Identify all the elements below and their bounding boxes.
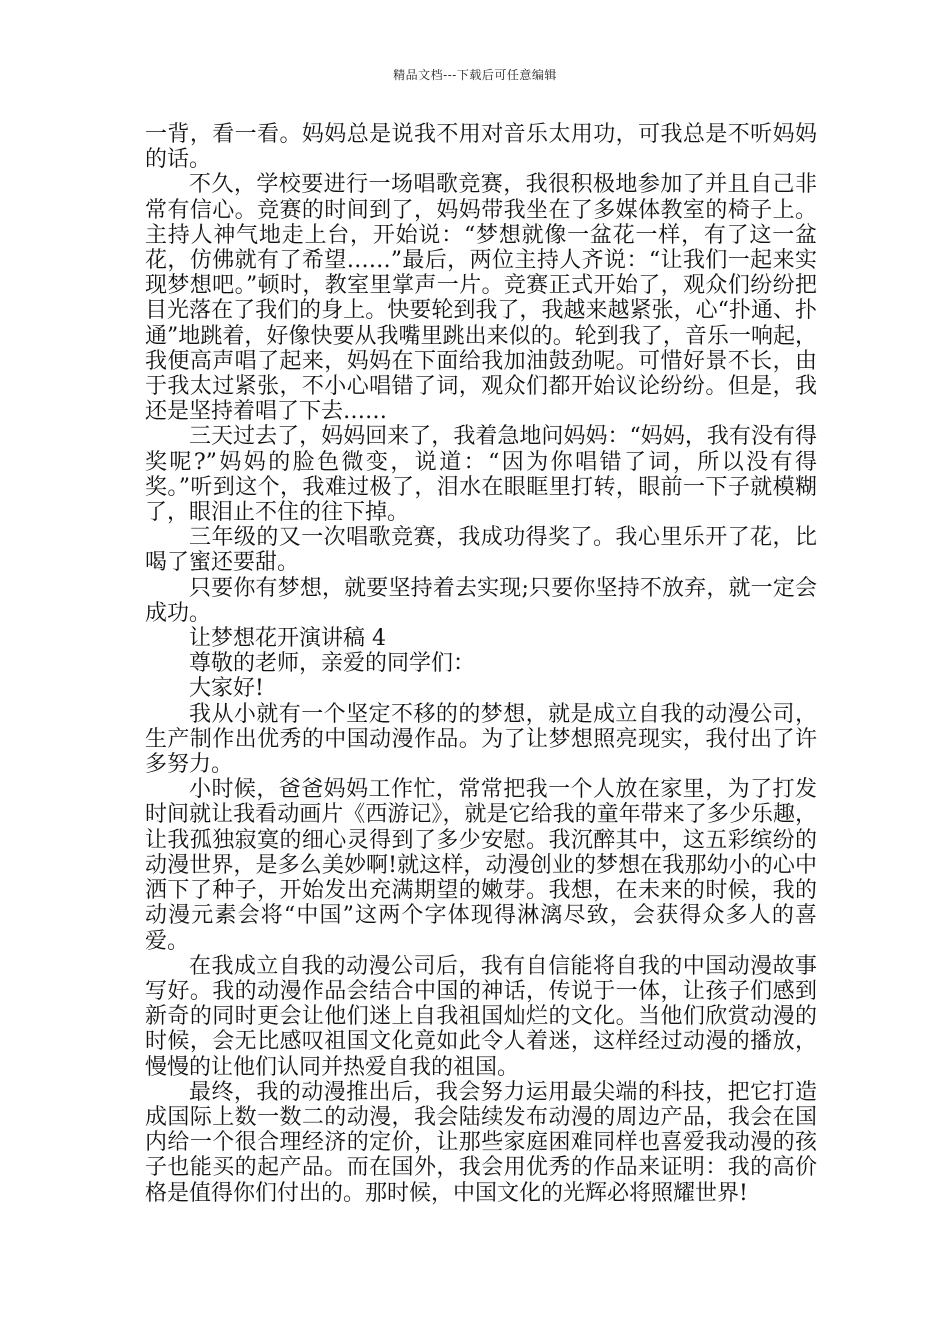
- paragraph-5: 只要你有梦想，就要坚持着去实现;只要你坚持不放弃，就一定会成功。: [145, 575, 817, 626]
- salutation: 尊敬的老师，亲爱的同学们：: [189, 651, 476, 677]
- section-title: 让梦想花开演讲稿 4: [189, 626, 386, 652]
- paragraph-2: 不久，学校要进行一场唱歌竞赛，我很积极地参加了并且自己非常有信心。竞赛的时间到了，妈妈带我坐在了多媒体教室的椅子上。主持人神气地走上台，开始说：“梦想就像一盆花一样，有了这一盆花，仿佛就有了希望……”最后，两位主持人齐说：“让我们一起来实现梦想吧。”顿时，教室里掌声一片。竞赛正式开始了，观众们纷纷把目光落在了我们的身上。快要轮到我了，我越来越紧张，心“扑通、扑通”地跳着，好像快要从我嘴里跳出来似的。轮到我了，音乐一响起，我便高声唱了起来，妈妈在下面给我加油鼓劲呢。可惜好景不长，由于我太过紧张，不小心唱错了词，观众们都开始议论纷纷。但是，我还是坚持着唱了下去……: [145, 172, 817, 425]
- document-body: [145, 122, 817, 1206]
- paragraph-1: 一背，看一看。妈妈总是说我不用对音乐太用功，可我总是不听妈妈的话。: [145, 122, 817, 173]
- paragraph-3: 三天过去了，妈妈回来了，我着急地问妈妈：“妈妈，我有没有得奖呢?”妈妈的脸色微变，说道：“因为你唱错了词，所以没有得奖。”听到这个，我难过极了，泪水在眼眶里打转，眼前一下子就模糊了，眼泪止不住的往下掉。: [145, 424, 817, 526]
- page-header: 精品文档---下载后可任意编辑: [393, 68, 557, 82]
- greeting: 大家好!: [189, 676, 264, 702]
- paragraph-9: 我从小就有一个坚定不移的的梦想，就是成立自我的动漫公司，生产制作出优秀的中国动漫作品。为了让梦想照亮现实，我付出了许多努力。: [145, 701, 817, 778]
- paragraph-11: 在我成立自我的动漫公司后，我有自信能将自我的中国动漫故事写好。我的动漫作品会结合中国的神话，传说于一体，让孩子们感到新奇的同时更会让他们迷上自我祖国灿烂的文化。当他们欣赏动漫的时候，会无比感叹祖国文化竟如此令人着迷，这样经过动漫的播放，慢慢的让他们认同并热爱自我的祖国。: [145, 953, 817, 1080]
- paragraph-12: 最终，我的动漫推出后，我会努力运用最尖端的科技，把它打造成国际上数一数二的动漫，我会陆续发布动漫的周边产品，我会在国内给一个很合理经济的定价，让那些家庭困难同样也喜爱我动漫的孩子也能买的起产品。而在国外，我会用优秀的作品来证明：我的高价格是值得你们付出的。那时候，中国文化的光辉必将照耀世界!: [145, 1079, 817, 1206]
- paragraph-10: 小时候，爸爸妈妈工作忙，常常把我一个人放在家里，为了打发时间就让我看动画片《西游记》，就是它给我的童年带来了多少乐趣，让我孤独寂寞的细心灵得到了多少安慰。我沉醉其中，这五彩缤纷的动漫世界，是多么美妙啊!就这样，动漫创业的梦想在我那幼小的心中洒下了种子，开始发出充满期望的嫩芽。我想，在未来的时候，我的动漫元素会将“中国”这两个字体现得淋漓尽致，会获得众多人的喜爱。: [145, 777, 817, 954]
- paragraph-4: 三年级的又一次唱歌竞赛，我成功得奖了。我心里乐开了花，比喝了蜜还要甜。: [145, 525, 817, 576]
